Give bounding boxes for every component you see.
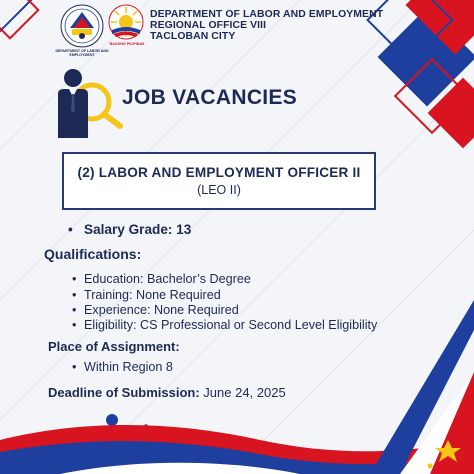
org-line-3: TACLOBAN CITY [150, 31, 236, 42]
place-item: • Within Region 8 [84, 360, 173, 374]
dole-seal-icon [60, 4, 104, 48]
deadline [48, 385, 286, 400]
qualifications-heading: Qualifications: [44, 246, 142, 262]
organization-name [150, 9, 383, 42]
qualification-item: • Experience: None Required [84, 303, 239, 317]
header [0, 0, 474, 70]
org-line-2: REGIONAL OFFICE VIII [150, 20, 267, 31]
bagong-pilipinas-seal-icon [108, 4, 144, 40]
bottom-right-flag [370, 300, 474, 474]
page-title: JOB VACANCIES [122, 86, 298, 109]
deadline-value: June 24, 2025 [199, 385, 286, 400]
qualification-item: • Eligibility: CS Professional or Second Level Eligibility [84, 318, 377, 332]
bagong-pilipinas-caption: BAGONG PILIPINAS [109, 42, 145, 46]
org-line-1: DEPARTMENT OF LABOR AND EMPLOYMENT [150, 9, 384, 20]
deadline-label: Deadline of Submission: [48, 385, 200, 400]
place-of-assignment-heading: Place of Assignment: [48, 339, 180, 354]
dole-logo-caption: DEPARTMENT OF LABOR AND EMPLOYMENT [55, 49, 109, 57]
position-card [62, 152, 376, 210]
position-title: (2) LABOR AND EMPLOYMENT OFFICER II [77, 165, 361, 180]
qualification-item: • Training: None Required [84, 288, 221, 302]
job-search-person-icon [52, 64, 132, 140]
salary-grade: • Salary Grade: 13 [84, 222, 191, 237]
qualification-item: • Education: Bachelor’s Degree [84, 272, 251, 286]
position-abbreviation: (LEO II) [197, 183, 241, 197]
